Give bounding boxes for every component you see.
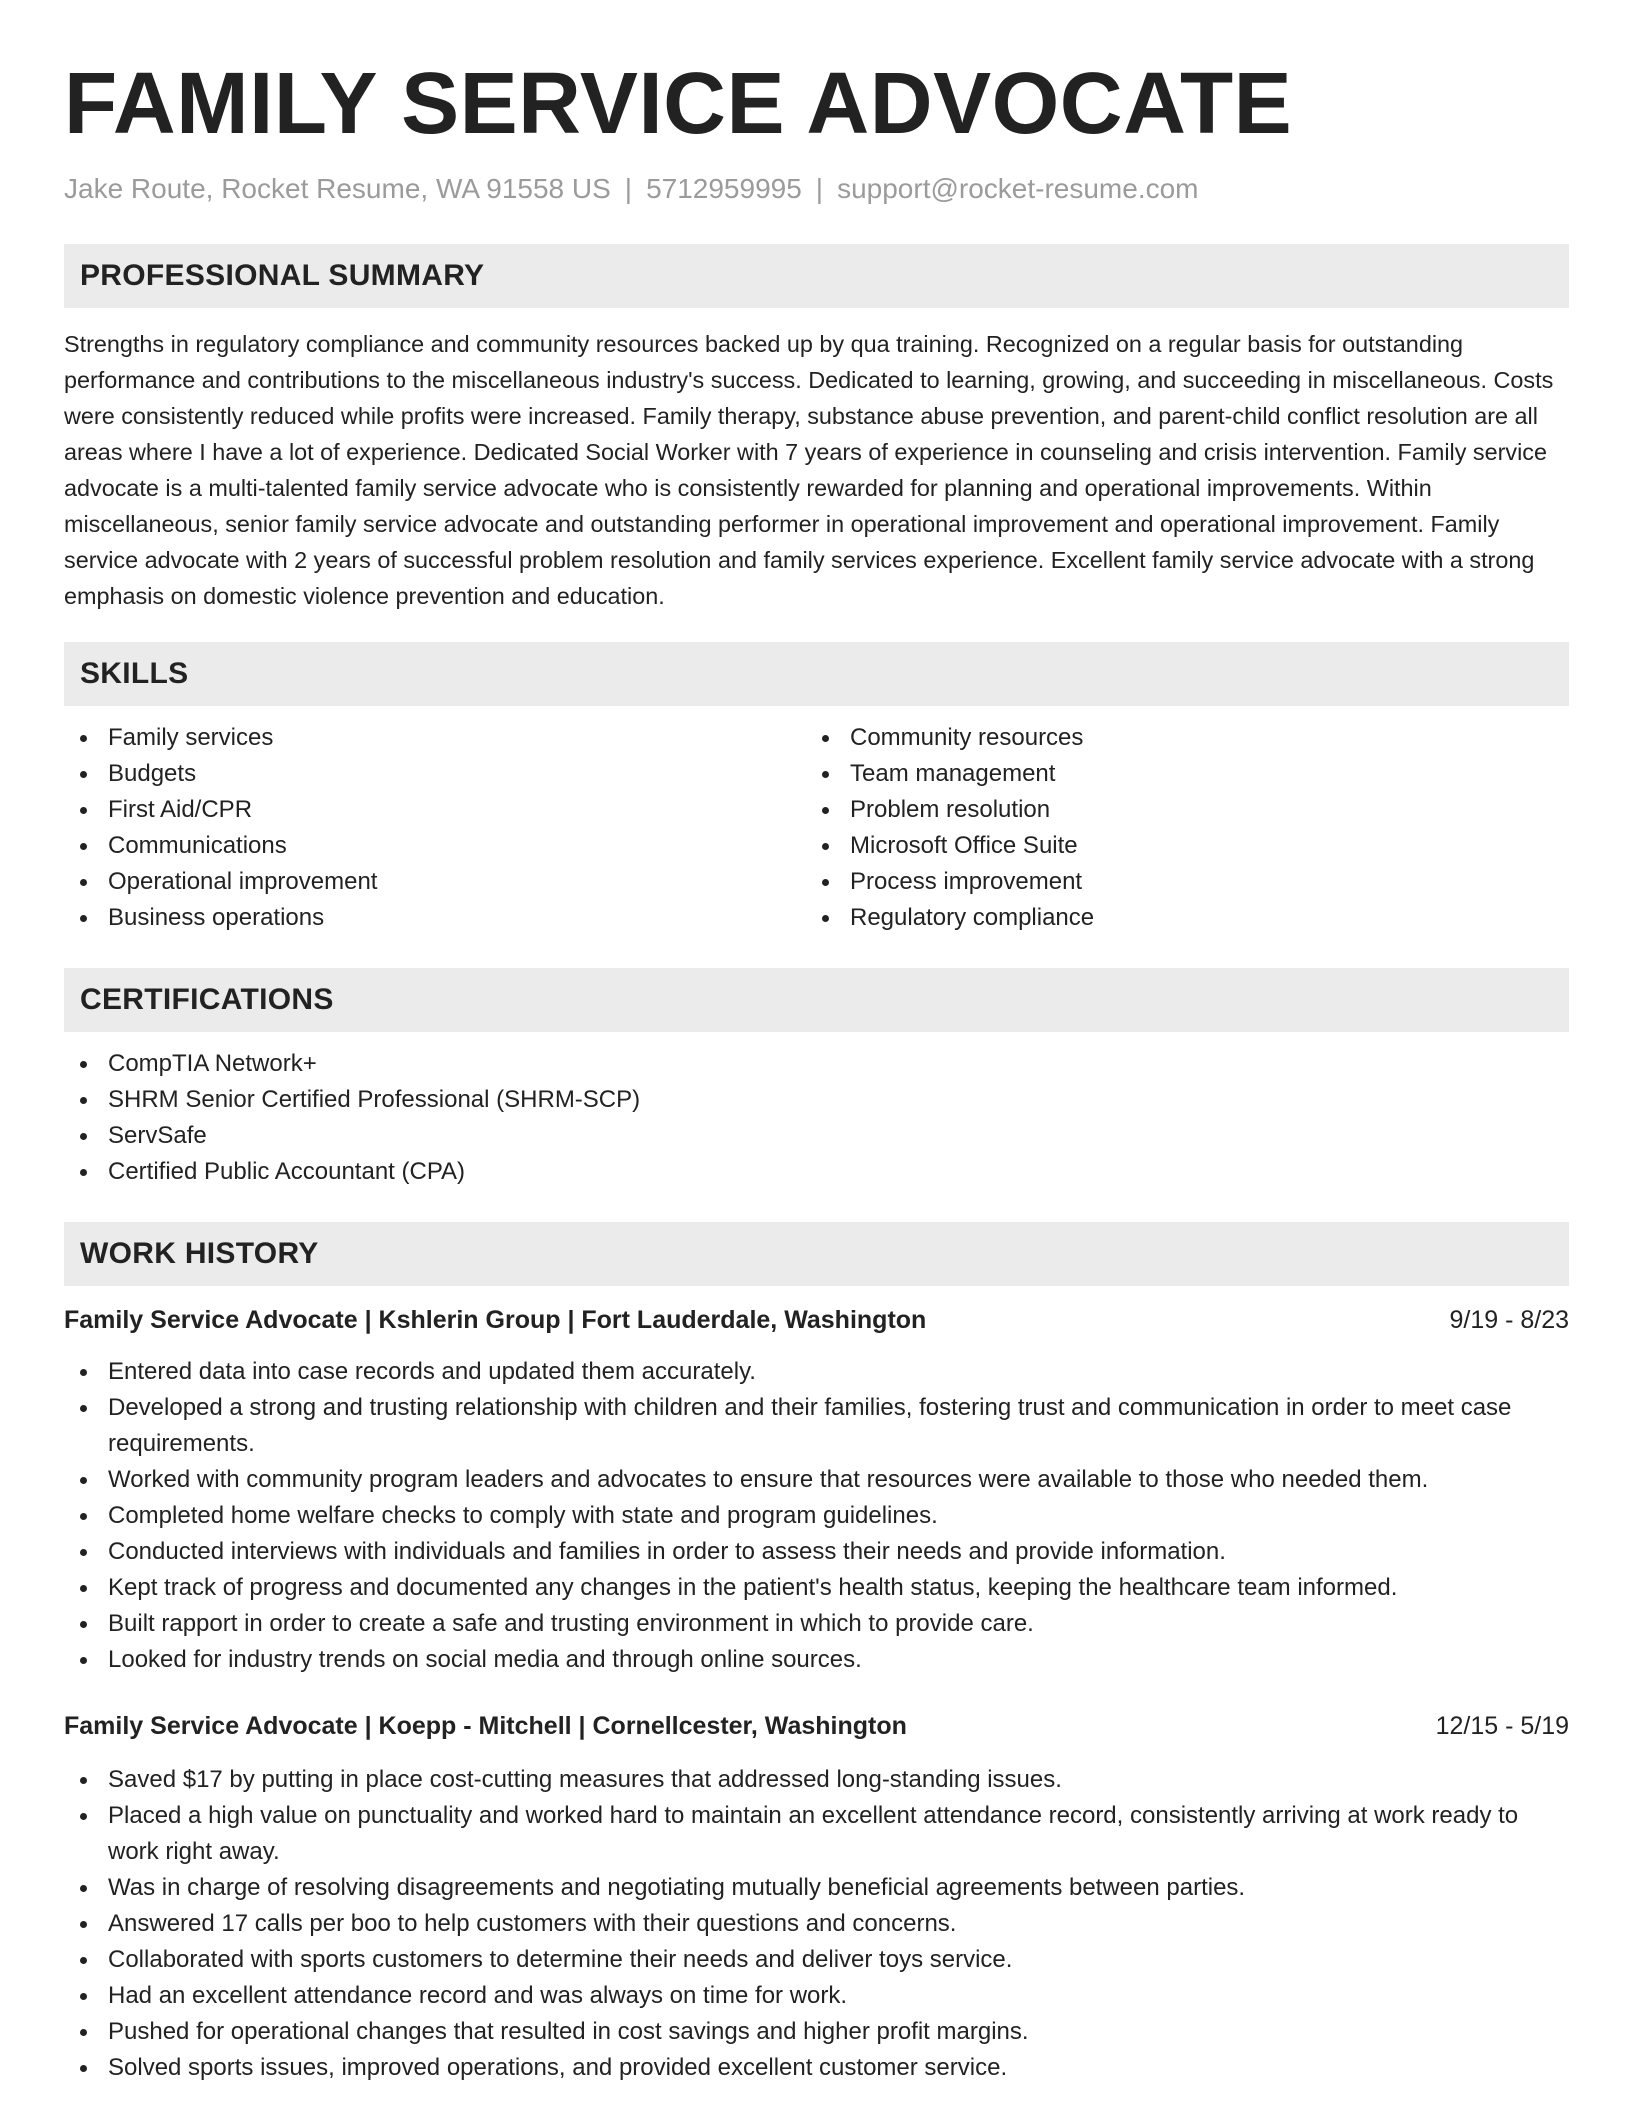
job-title: Family Service Advocate | Kshlerin Group | Fort Lauderdale, Washington <box>64 1306 927 1334</box>
skills-column-left <box>64 720 806 936</box>
certification-item: SHRM Senior Certified Professional (SHRM-SCP) <box>64 1082 1569 1118</box>
skills-list-left <box>64 720 806 936</box>
skill-item: Business operations <box>64 900 806 936</box>
skill-item: Operational improvement <box>64 864 806 900</box>
skills-list-right <box>806 720 1548 936</box>
job-bullets <box>64 1762 1569 2086</box>
job-bullet: Solved sports issues, improved operations, and provided excellent customer service. <box>64 2050 1569 2086</box>
job-title: Family Service Advocate | Koepp - Mitchell | Cornellcester, Washington <box>64 1712 907 1740</box>
job-bullet: Had an excellent attendance record and was always on time for work. <box>64 1978 1569 2014</box>
summary-text: Strengths in regulatory compliance and community resources backed up by qua training. Recognized on a regular basis for outstanding performance and contributions to the miscellaneous industry's success. Dedicated to learning, growing, and succeeding in miscellaneous. Costs were consistently reduced while profits were increased. Family therapy, substance abuse prevention, and parent-child conflict resolution are all areas where I have a lot of experience. Dedicated Social Worker with 7 years of experience in counseling and crisis intervention. Family service advocate is a multi-talented family service advocate who is consistently rewarded for planning and operational improvements. Within miscellaneous, senior family service advocate and outstanding performer in operational improvement and operational improvement. Family service advocate with 2 years of successful problem resolution and family services experience. Excellent family service advocate with a strong emphasis on domestic violence prevention and education. <box>64 331 1554 609</box>
certification-item: CompTIA Network+ <box>64 1046 1569 1082</box>
skill-item: Family services <box>64 720 806 756</box>
contact-separator: | <box>624 173 633 204</box>
skill-item: First Aid/CPR <box>64 792 806 828</box>
job-bullet: Completed home welfare checks to comply with state and program guidelines. <box>64 1498 1569 1534</box>
contact-line <box>64 172 1569 206</box>
summary-heading: PROFESSIONAL SUMMARY <box>64 244 1569 308</box>
job-bullet: Developed a strong and trusting relationship with children and their families, fostering trust and communication in order to meet case requirements. <box>64 1390 1569 1462</box>
job-bullet: Kept track of progress and documented any changes in the patient's health status, keeping the healthcare team informed. <box>64 1570 1569 1606</box>
job-bullet: Looked for industry trends on social media and through online sources. <box>64 1642 1569 1678</box>
contact-address: Jake Route, Rocket Resume, WA 91558 US <box>64 173 611 204</box>
skill-item: Problem resolution <box>806 792 1548 828</box>
job-bullet: Conducted interviews with individuals and families in order to assess their needs and provide information. <box>64 1534 1569 1570</box>
contact-email: support@rocket-resume.com <box>837 173 1199 204</box>
job-bullet: Placed a high value on punctuality and worked hard to maintain an excellent attendance record, consistently arriving at work ready to work right away. <box>64 1798 1569 1870</box>
job-bullet: Answered 17 calls per boo to help customers with their questions and concerns. <box>64 1906 1569 1942</box>
job-bullet: Was in charge of resolving disagreements and negotiating mutually beneficial agreements between parties. <box>64 1870 1569 1906</box>
work-history-heading: WORK HISTORY <box>64 1222 1569 1286</box>
certifications-heading: CERTIFICATIONS <box>64 968 1569 1032</box>
resume-name: FAMILY SERVICE ADVOCATE <box>64 55 1293 152</box>
job-bullet: Pushed for operational changes that resulted in cost savings and higher profit margins. <box>64 2014 1569 2050</box>
job-entry <box>64 1302 1569 1678</box>
job-entry <box>64 1708 1569 2086</box>
skill-item: Regulatory compliance <box>806 900 1548 936</box>
certifications-list <box>64 1046 1569 1190</box>
job-bullet: Built rapport in order to create a safe and trusting environment in which to provide care. <box>64 1606 1569 1642</box>
job-header <box>64 1708 1569 1744</box>
contact-phone: 5712959995 <box>646 173 802 204</box>
job-bullet: Collaborated with sports customers to determine their needs and deliver toys service. <box>64 1942 1569 1978</box>
job-dates: 9/19 - 8/23 <box>1449 1306 1569 1334</box>
certification-item: ServSafe <box>64 1118 1569 1154</box>
job-header <box>64 1302 1569 1338</box>
skills-grid <box>64 720 1569 936</box>
job-bullet: Entered data into case records and updated them accurately. <box>64 1354 1569 1390</box>
skill-item: Communications <box>64 828 806 864</box>
job-bullets <box>64 1354 1569 1678</box>
job-bullet: Worked with community program leaders and advocates to ensure that resources were available to those who needed them. <box>64 1462 1569 1498</box>
skill-item: Process improvement <box>806 864 1548 900</box>
certification-item: Certified Public Accountant (CPA) <box>64 1154 1569 1190</box>
skill-item: Microsoft Office Suite <box>806 828 1548 864</box>
skills-column-right <box>806 720 1548 936</box>
job-dates: 12/15 - 5/19 <box>1435 1712 1569 1740</box>
skill-item: Community resources <box>806 720 1548 756</box>
skills-heading: SKILLS <box>64 642 1569 706</box>
skill-item: Budgets <box>64 756 806 792</box>
job-bullet: Saved $17 by putting in place cost-cutting measures that addressed long-standing issues. <box>64 1762 1569 1798</box>
skill-item: Team management <box>806 756 1548 792</box>
contact-separator: | <box>815 173 824 204</box>
